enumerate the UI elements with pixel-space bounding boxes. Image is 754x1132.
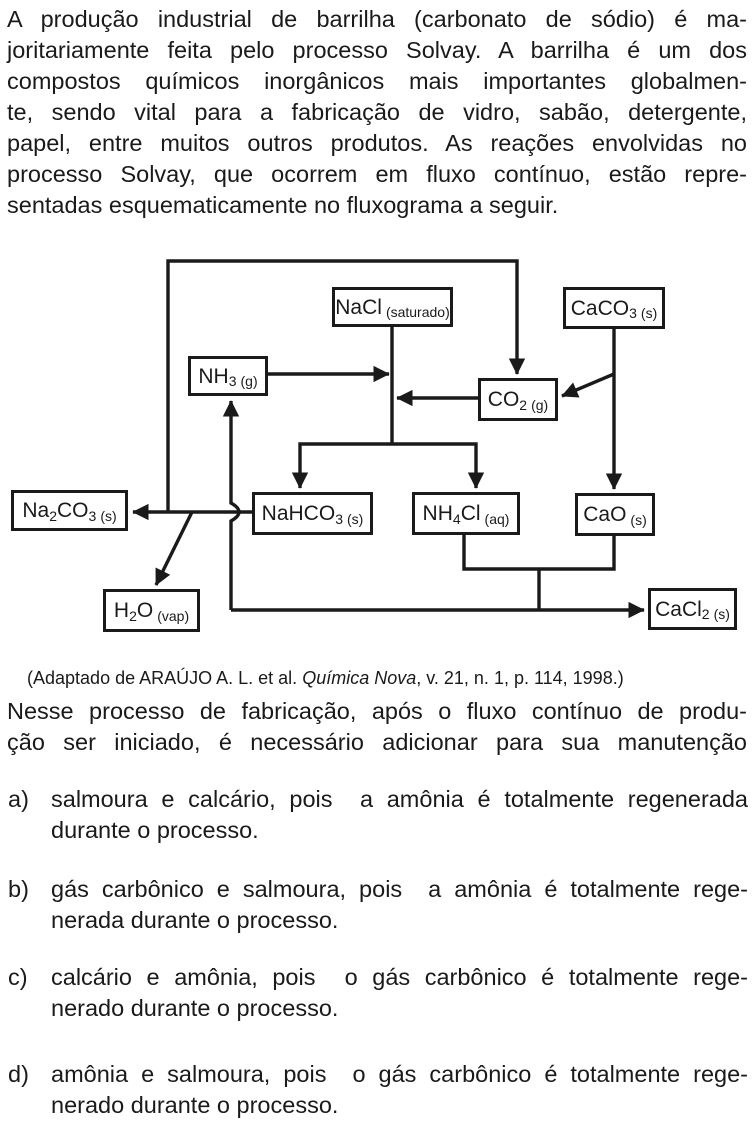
box-nacl <box>332 287 453 327</box>
arrow-column-to-nh4cl <box>392 444 476 488</box>
question-line-2: ção ser iniciado, é necessário adicionar para sua manutenção <box>7 729 747 755</box>
formula-co2: CO <box>487 388 520 411</box>
box-nahco3: NaHCO $_3$ (s) <box>252 492 373 535</box>
box-cao <box>575 493 655 536</box>
option-d-text: amônia e salmoura, pois o gás carbônico é totalmente rege- nerado durante o processo. <box>51 1061 748 1118</box>
option-a[interactable] <box>8 784 748 846</box>
formula-nahco3: NaHCO <box>261 502 336 525</box>
box-na2co3: Na $_2$ CO $_3$ (s) <box>11 490 128 531</box>
option-b-letter: b) <box>8 876 29 902</box>
option-a-letter: a) <box>8 786 29 812</box>
formula-nh3: NH <box>198 364 229 388</box>
state-nh3: (g) <box>240 373 258 389</box>
state-co2: (g) <box>531 396 549 413</box>
state-nacl: (saturado) <box>385 304 450 320</box>
box-caco3: CaCO $_3$ (s) <box>563 287 665 329</box>
formula-cacl2: CaCl <box>655 597 702 621</box>
formula-nacl: NaCl <box>335 295 382 319</box>
box-h2o: H $_2$ O (vap) <box>103 589 200 632</box>
state-nh4cl: (aq) <box>484 510 510 527</box>
question-stem <box>7 696 747 758</box>
formula-h2o: H <box>113 599 130 622</box>
option-b-text: gás carbônico e salmoura, pois a amônia é totalmente rege- nerada durante o processo. <box>51 876 748 933</box>
state-cao: (s) <box>630 511 647 528</box>
box-co2: CO $_2$ (g) <box>478 378 558 421</box>
state-nahco3: (s) <box>346 510 364 527</box>
option-d-letter: d) <box>8 1061 29 1087</box>
option-c-letter: c) <box>8 964 28 990</box>
state-h2o: (vap) <box>157 607 190 624</box>
box-nh3: NH $_3$ (g) <box>188 356 268 396</box>
option-c[interactable] <box>8 962 748 1024</box>
state-cacl2: (s) <box>713 606 730 622</box>
state-caco3: (s) <box>640 305 658 321</box>
intro-line-2: joritariamente feita pelo processo Solvay. A barrilha é um dos <box>7 37 747 63</box>
formula-na2co3: Na <box>22 499 50 522</box>
intro-line-3: compostos químicos inorgânicos mais importantes globalmen- <box>7 68 747 94</box>
option-c-text: calcário e amônia, pois o gás carbônico é totalmente rege- nerado durante o processo. <box>51 964 748 1021</box>
question-line-1: Nesse processo de fabricação, após o fluxo contínuo de produ- <box>7 698 747 724</box>
formula-nh4cl: NH <box>422 502 453 525</box>
arrow-column-to-nahco3 <box>300 444 392 488</box>
intro-line-5: papel, entre muitos outros produtos. As reações envolvidas no <box>7 130 747 156</box>
arrow-caco3-to-co2 <box>562 374 614 396</box>
intro-line-1: A produção industrial de barrilha (carbonato de sódio) é ma- <box>7 6 747 32</box>
intro-line-6: processo Solvay, que ocorrem em fluxo contínuo, estão repre- <box>7 161 747 187</box>
citation-post: , v. 21, n. 1, p. 114, 1998.) <box>416 668 624 688</box>
intro-line-4: te, sendo vital para a fabricação de vidro, sabão, detergente, <box>7 99 747 125</box>
option-d[interactable] <box>8 1059 748 1121</box>
box-nh4cl: NH $_4$ Cl (aq) <box>412 492 520 535</box>
citation-pre: (Adaptado de ARAÚJO A. L. et al. <box>27 668 303 688</box>
option-b[interactable] <box>8 874 748 936</box>
option-a-text: salmoura e calcário, pois a amônia é totalmente regenerada durante o processo. <box>51 786 748 843</box>
intro-line-7: sentadas esquematicamente no fluxograma a seguir. <box>7 192 559 218</box>
citation-journal: Química Nova <box>302 668 417 688</box>
state-na2co3: (s) <box>100 507 117 524</box>
arrow-recycle-to-nh3 <box>231 401 239 610</box>
arrow-to-h2o <box>156 512 192 585</box>
intro-paragraph <box>7 4 747 221</box>
box-cacl2: CaCl $_2$ (s) <box>648 588 737 630</box>
formula-cao: CaO <box>583 503 627 526</box>
line-nh4cl-cao-merge <box>464 535 614 569</box>
formula-caco3: CaCO <box>570 296 630 320</box>
